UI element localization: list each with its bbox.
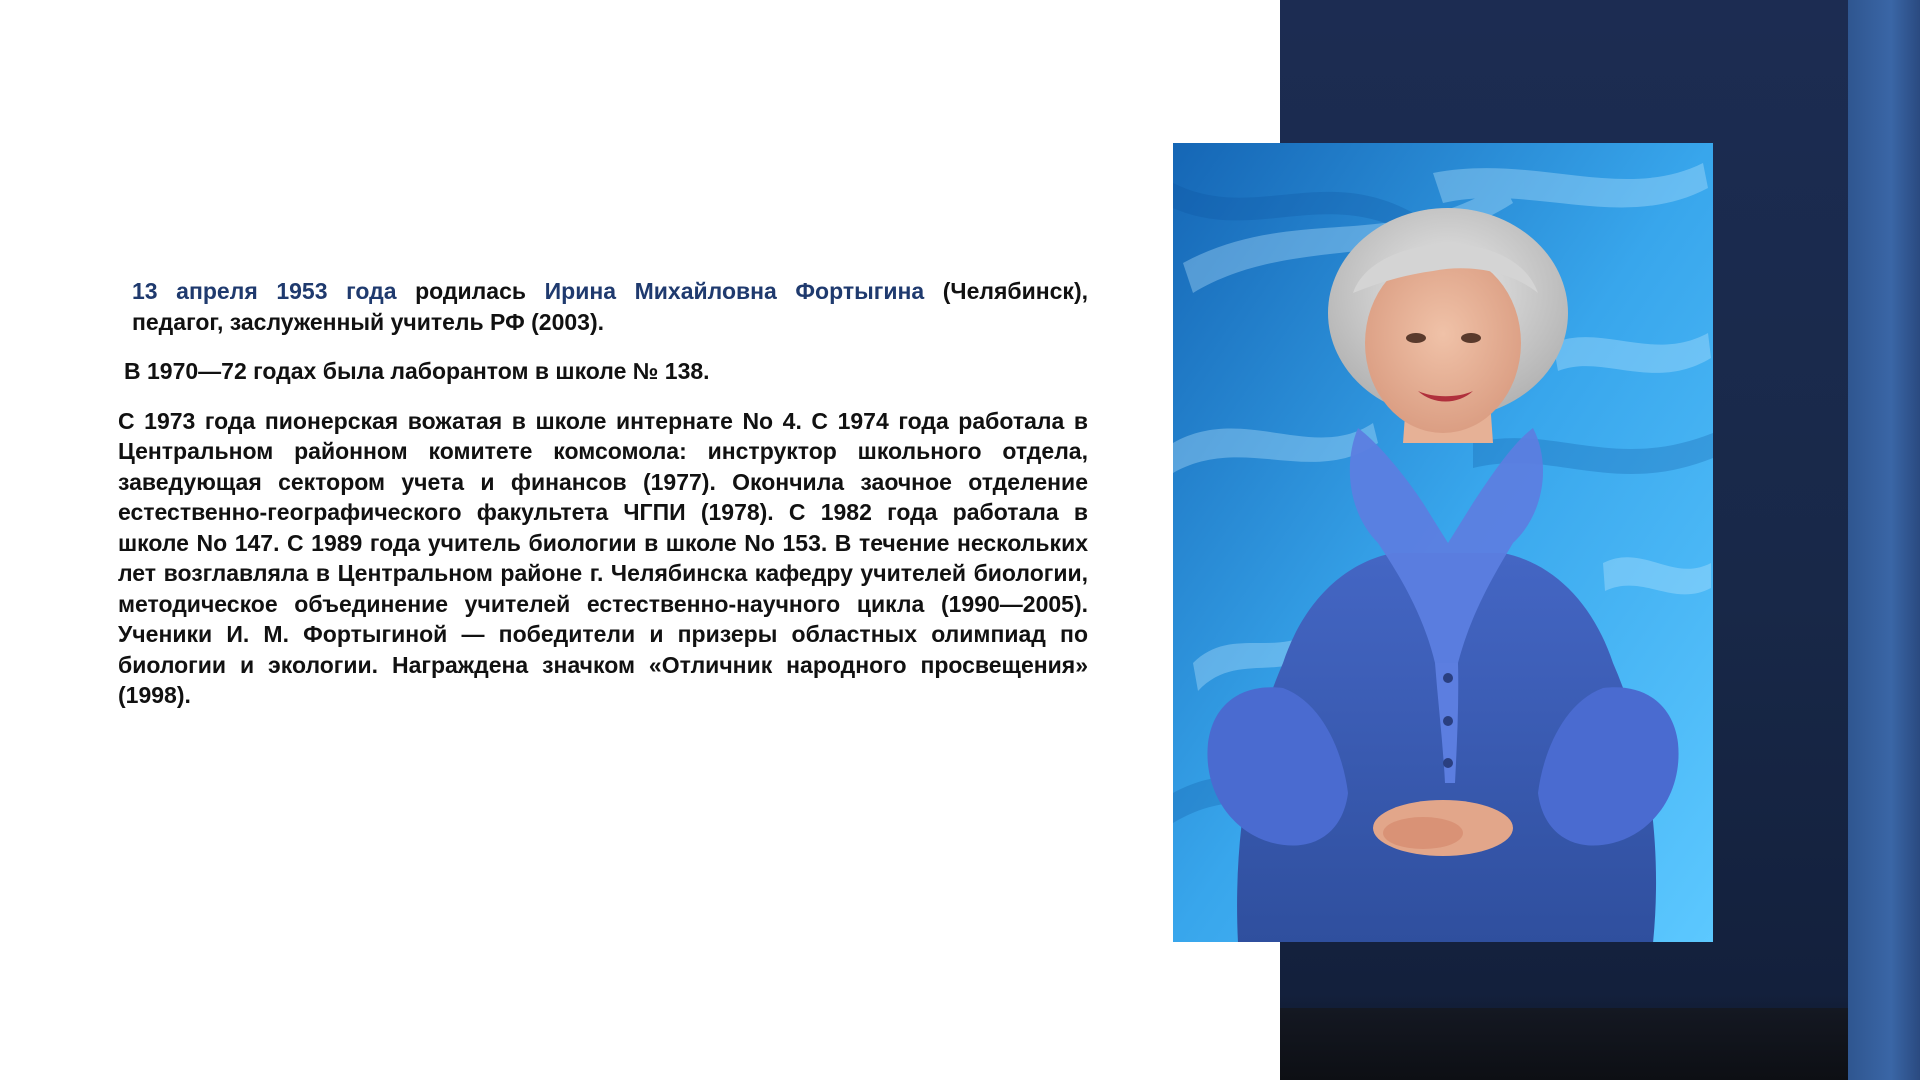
paragraph-career: С 1973 года пионерская вожатая в школе интернате No 4. С 1974 года работала в Центральном районном комитете комсомола: инструктор школьного отдела, заведующая сектором учета и финансов (1977). Окончила заочное отделение естественно-географического факультета ЧГПИ (1978). С 1982 года работала в школе No 147. С 1989 года учитель биологии в школе No 153. В течение нескольких лет возглавляла в Центральном районе г. Челябинска кафедру учителей биологии, методическое объединение учителей естественно-научного цикла (1990—2005). Ученики И. М. Фортыгиной — победители и призеры областных олимпиад по биологии и экологии. Награждена значком «Отличник народного просвещения» (1998). xyxy=(118,407,1088,708)
paragraph-birth xyxy=(122,276,1088,337)
biography-text xyxy=(118,276,1088,711)
birth-date: 13 апреля 1953 года xyxy=(132,278,397,304)
birth-verb: родилась xyxy=(396,278,545,304)
person-name: Ирина Михайловна Фортыгина xyxy=(544,278,925,304)
birth-details: (Челябинск), педагог, заслуженный учитель РФ (2003). xyxy=(132,278,1088,335)
background-bottom-band xyxy=(1280,1008,1848,1080)
background-blue-strip xyxy=(1848,0,1920,1080)
portrait-photo xyxy=(1173,143,1713,942)
paragraph-lab-assistant: В 1970—72 годах была лаборантом в школе № 138. xyxy=(124,358,710,384)
